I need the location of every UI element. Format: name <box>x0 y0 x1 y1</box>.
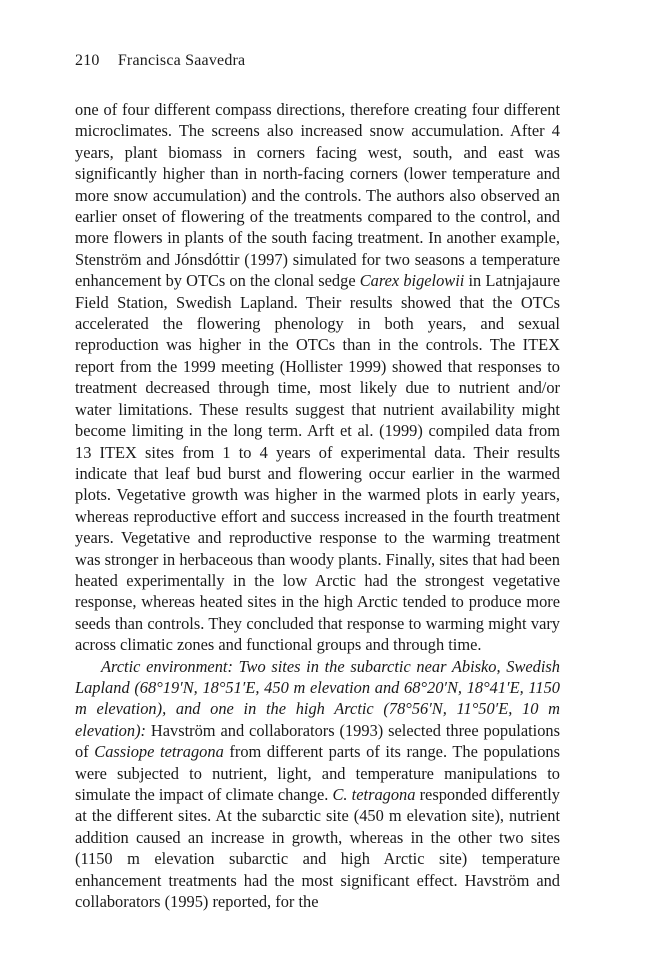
running-head <box>75 52 245 70</box>
paragraph-text: in Latnjajaure Field Station, Swedish Lapland. Their results showed that the OTCs accelerated the flowering phenology in both years, and sexual reproduction was higher in the OTCs than in the controls. The ITEX report from the 1999 meeting (Hollister 1999) showed that responses to treatment decreased through time, most likely due to nutrient and/or water limitations. These results suggest that nutrient availability might become limiting in the long term. Arft et al. (1999) compiled data from 13 ITEX sites from 1 to 4 years of experimental data. Their results indicate that leaf bud burst and flowering occur earlier in the warmed plots. Vegetative growth was higher in the warmed plots in early years, whereas reproductive effort and success increased in the fourth treatment years. Vegetative and reproductive response to the warming treatment was stronger in herbaceous than woody plants. Finally, sites that had been heated experimentally in the low Arctic had the strongest vegetative response, whereas heated sites in the high Arctic tended to produce more seeds than controls. They concluded that response to warming might vary across climatic zones and functional groups and through time. <box>75 271 560 655</box>
species-name: Cassiope tetragona <box>94 742 224 762</box>
paragraph-text: one of four different compass directions, therefore creating four different microclimates. The screens also increased snow accumulation. After 4 years, plant biomass in corners facing west, south, and east was significantly higher than in north-facing corners (lower temperature and more snow accumulation) and the controls. The authors also observed an earlier onset of flowering of the treatments compared to the control, and more flowers in plants of the south facing treatment. In another example, Stenström and Jónsdóttir (1997) simulated for two seasons a temperature enhancement by OTCs on the clonal sedge <box>75 100 560 291</box>
paragraph-text: from different parts of its range. The populations were subjected to nutrient, light, and temperature manipulations to simulate the impact of climate change. <box>75 742 560 804</box>
paragraph-text: responded differently at the different sites. At the subarctic site (450 m elevation site), nutrient addition caused an increase in growth, whereas in the other two sites (1150 m elevation subarctic and high Arctic site) temperature enhancement treatments had the most significant effect. Havström and collaborators (1995) reported, for the <box>75 785 560 912</box>
running-head-author: Francisca Saavedra <box>117 52 246 69</box>
species-name: C. tetragona <box>332 785 416 804</box>
body-text <box>75 99 560 912</box>
section-lead-in: Arctic environment: Two sites in the subarctic near Abisko, Swedish Lapland (68°19′N, 18°51′E, 450 m elevation and 68°20′N, 18°41′E, 1150 m elevation), and one in the high Arctic (78°56′N, 11°50′E, 10 m elevation): <box>75 656 560 740</box>
page-number: 210 <box>75 52 100 69</box>
species-name: Carex bigelowii <box>359 271 465 291</box>
paragraph-warming-responses <box>75 99 560 656</box>
paragraph-arctic-environment <box>75 656 560 913</box>
paragraph-text: Havström and collaborators (1993) selected three populations of <box>75 720 560 762</box>
